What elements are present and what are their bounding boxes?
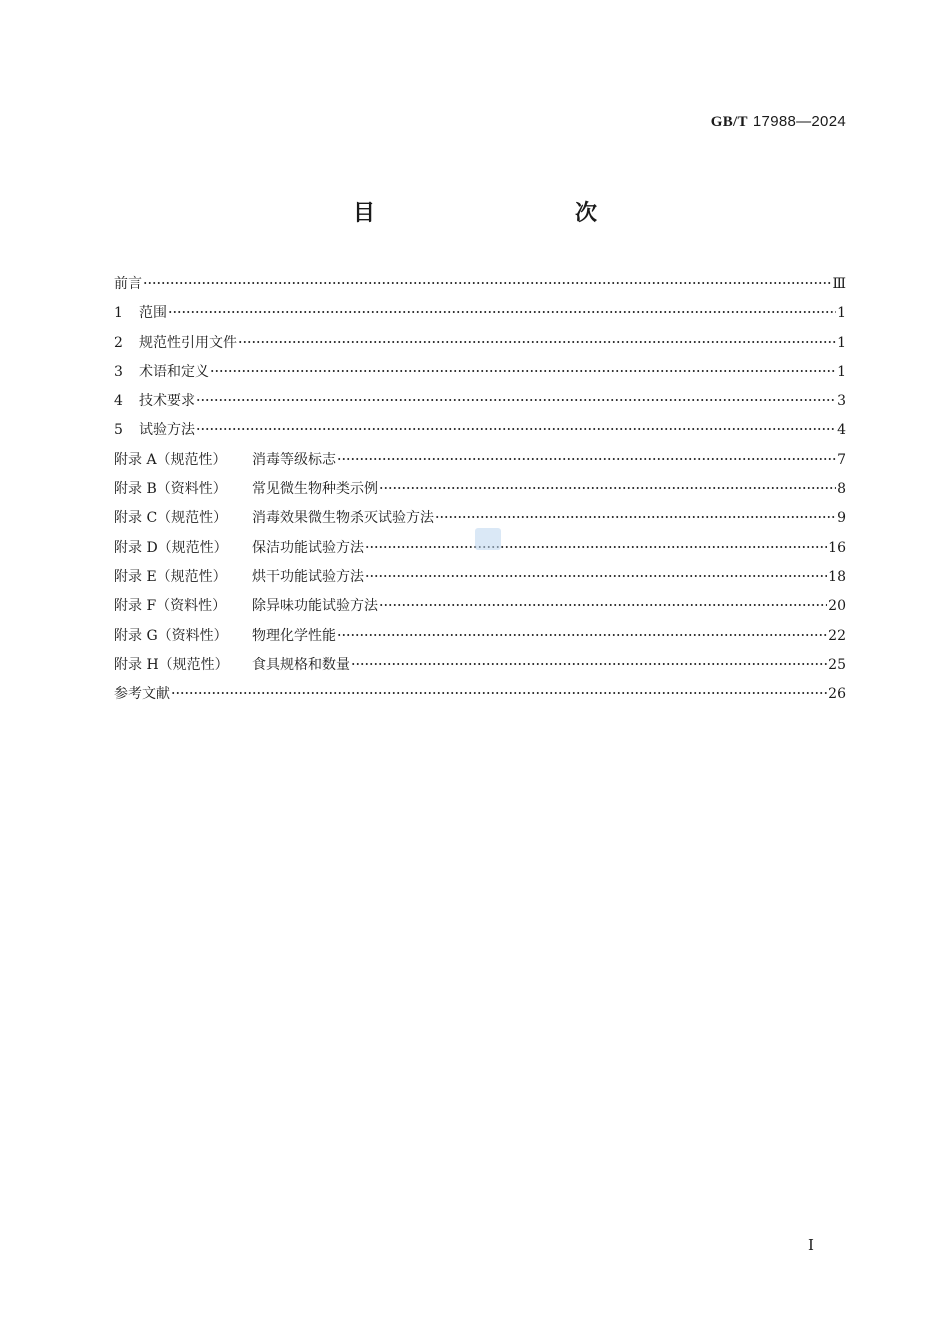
toc-annex-tag: 附录 B（资料性） [114, 481, 227, 498]
toc-dot-leader [171, 692, 827, 694]
toc-page-number: Ⅲ [832, 276, 846, 292]
toc-entry[interactable] [114, 622, 846, 651]
toc-entry-title: 物理化学性能 [252, 627, 336, 644]
toc-entry-label [114, 299, 167, 328]
toc-entry-title: 消毒效果微生物杀灭试验方法 [252, 510, 434, 527]
toc-entry-title: 范围 [139, 305, 167, 322]
toc-entry[interactable] [114, 358, 846, 387]
toc-entry-label [114, 622, 336, 651]
toc-dot-leader [337, 458, 836, 460]
toc-entry-title: 规范性引用文件 [139, 334, 237, 351]
toc-page-number: 1 [837, 334, 846, 351]
toc-dot-leader [435, 516, 836, 518]
toc-annex-tag: 附录 H（规范性） [114, 656, 229, 673]
toc-page-number: 1 [837, 305, 846, 322]
toc-entry-title: 术语和定义 [139, 363, 209, 380]
toc-annex-tag: 附录 A（规范性） [114, 451, 227, 468]
toc-entry-label [114, 270, 142, 299]
standard-number: 17988—2024 [752, 113, 846, 130]
toc-entry[interactable] [114, 475, 846, 504]
toc-entry-title: 技术要求 [139, 393, 195, 410]
toc-dot-leader [238, 341, 836, 343]
standard-prefix: GB/T [710, 114, 748, 130]
toc-entry[interactable] [114, 299, 846, 328]
toc-section-number: 2 [114, 334, 123, 351]
toc-page-number: 16 [828, 539, 846, 556]
toc-entry[interactable] [114, 446, 846, 475]
toc-entry-title: 除异味功能试验方法 [252, 598, 378, 615]
toc-entry[interactable] [114, 680, 846, 709]
toc-annex-tag: 附录 E（规范性） [114, 568, 227, 585]
toc-entry-title: 烘干功能试验方法 [252, 568, 364, 585]
toc-entry[interactable] [114, 592, 846, 621]
page-number: Ⅰ [808, 1238, 814, 1254]
toc-entry[interactable] [114, 270, 846, 299]
toc-page-number: 22 [828, 627, 846, 644]
toc-page-number: 4 [837, 422, 846, 439]
toc-entry-label [114, 446, 336, 475]
toc-entry-label [114, 329, 237, 358]
toc-annex-tag: 附录 G（资料性） [114, 627, 228, 644]
toc-dot-leader [337, 634, 827, 636]
toc-annex-tag: 附录 C（规范性） [114, 510, 228, 527]
toc-page-number: 18 [828, 568, 846, 585]
toc-entry-title: 消毒等级标志 [252, 451, 336, 468]
toc-dot-leader [351, 663, 827, 665]
toc-page-number: 25 [828, 656, 846, 673]
toc-entry-title: 常见微生物种类示例 [252, 481, 378, 498]
toc-page-number: 26 [828, 686, 846, 703]
toc-entry-label [114, 563, 364, 592]
toc-entry[interactable] [114, 329, 846, 358]
watermark-logo [475, 528, 501, 550]
table-of-contents [114, 270, 846, 709]
toc-entry-label [114, 358, 209, 387]
toc-dot-leader [196, 399, 836, 401]
toc-entry-label [114, 592, 378, 621]
toc-entry-label [114, 680, 170, 709]
toc-section-number: 3 [114, 363, 123, 380]
toc-dot-leader [379, 604, 827, 606]
toc-dot-leader [143, 282, 831, 284]
toc-page-number: 3 [837, 393, 846, 410]
toc-page-number: 20 [828, 598, 846, 615]
toc-entry[interactable] [114, 563, 846, 592]
toc-entry-title: 食具规格和数量 [252, 656, 350, 673]
toc-entry-label [114, 416, 195, 445]
toc-page-number: 9 [837, 510, 846, 527]
toc-dot-leader [210, 370, 836, 372]
toc-annex-tag: 附录 F（资料性） [114, 598, 227, 615]
toc-page-number: 1 [837, 363, 846, 380]
toc-entry-title: 参考文献 [114, 686, 170, 703]
toc-entry[interactable] [114, 416, 846, 445]
toc-entry-label [114, 651, 350, 680]
page-title: 目 次 [352, 201, 649, 226]
toc-entry-label [114, 475, 378, 504]
toc-entry[interactable] [114, 387, 846, 416]
toc-section-number: 5 [114, 422, 123, 439]
toc-entry-title: 保洁功能试验方法 [252, 539, 364, 556]
toc-entry-title: 前言 [114, 276, 142, 292]
toc-dot-leader [365, 546, 827, 548]
toc-section-number: 4 [114, 393, 123, 410]
toc-page-number: 8 [837, 481, 846, 498]
toc-entry-label [114, 504, 434, 533]
toc-section-number: 1 [114, 305, 123, 322]
toc-dot-leader [365, 575, 827, 577]
toc-dot-leader [379, 487, 836, 489]
standard-code [711, 112, 846, 131]
toc-dot-leader [168, 311, 836, 313]
toc-entry-title: 试验方法 [139, 422, 195, 439]
toc-entry-label [114, 534, 364, 563]
toc-annex-tag: 附录 D（规范性） [114, 539, 228, 556]
toc-entry-label [114, 387, 195, 416]
toc-page-number: 7 [837, 451, 846, 468]
toc-entry[interactable] [114, 651, 846, 680]
toc-dot-leader [196, 428, 836, 430]
